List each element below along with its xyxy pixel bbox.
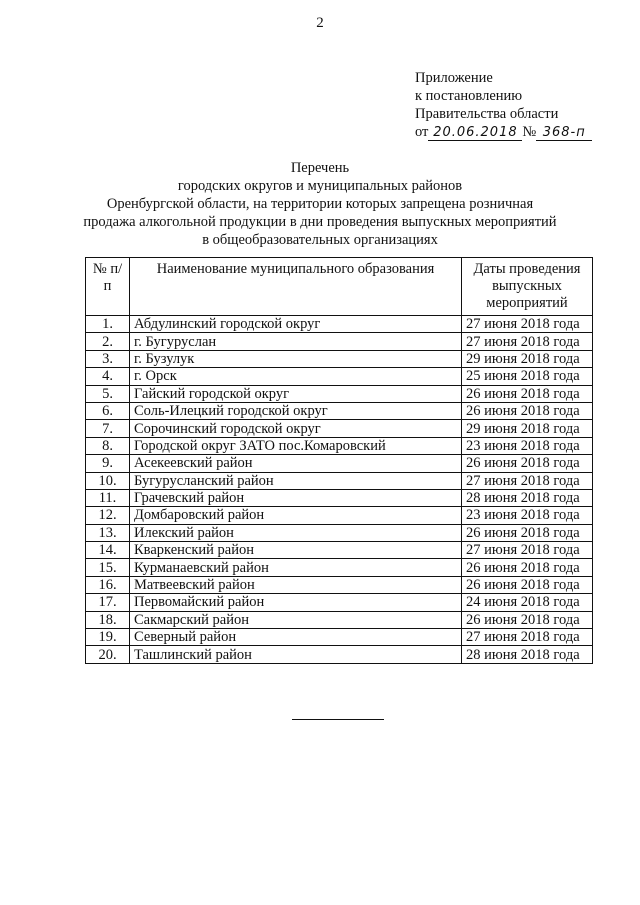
cell-num: 6.	[86, 402, 130, 419]
cell-date: 23 июня 2018 года	[462, 437, 593, 454]
title-line-2: городских округов и муниципальных районов	[177, 178, 463, 194]
cell-num: 10.	[86, 472, 130, 489]
cell-date: 27 июня 2018 года	[462, 333, 593, 350]
cell-date: 27 июня 2018 года	[462, 629, 593, 646]
cell-name: г. Бугуруслан	[130, 333, 462, 350]
cell-num: 13.	[86, 524, 130, 541]
title-line-3: Оренбургской области, на территории которых запрещена розничная	[106, 196, 534, 212]
table-row	[86, 455, 593, 472]
table-row	[86, 420, 593, 437]
table-row	[86, 507, 593, 524]
cell-num: 8.	[86, 437, 130, 454]
cell-num: 11.	[86, 489, 130, 506]
table-header-row	[86, 258, 593, 316]
cell-name: Городской округ ЗАТО пос.Комаровский	[130, 437, 462, 454]
appendix-line-4	[415, 123, 592, 141]
table-row	[86, 594, 593, 611]
cell-date: 26 июня 2018 года	[462, 559, 593, 576]
cell-name: Матвеевский район	[130, 576, 462, 593]
cell-date: 23 июня 2018 года	[462, 507, 593, 524]
cell-name: Сакмарский район	[130, 611, 462, 628]
document-title	[0, 159, 640, 249]
cell-num: 19.	[86, 629, 130, 646]
header-name: Наименование муниципального образования	[130, 258, 462, 316]
cell-name: Соль-Илецкий городской округ	[130, 402, 462, 419]
cell-date: 29 июня 2018 года	[462, 420, 593, 437]
cell-date: 25 июня 2018 года	[462, 368, 593, 385]
cell-name: Курманаевский район	[130, 559, 462, 576]
cell-name: Асекеевский район	[130, 455, 462, 472]
table-row	[86, 333, 593, 350]
table-row	[86, 368, 593, 385]
cell-date: 27 июня 2018 года	[462, 542, 593, 559]
title-line-4: продажа алкогольной продукции в дни проведения выпускных мероприятий	[83, 214, 557, 230]
title-line-5: в общеобразовательных организациях	[202, 232, 438, 248]
table-row	[86, 576, 593, 593]
cell-num: 1.	[86, 316, 130, 333]
cell-date: 26 июня 2018 года	[462, 524, 593, 541]
table-row	[86, 629, 593, 646]
cell-date: 26 июня 2018 года	[462, 611, 593, 628]
cell-date: 27 июня 2018 года	[462, 472, 593, 489]
table-row	[86, 542, 593, 559]
cell-name: Кваркенский район	[130, 542, 462, 559]
table-row	[86, 402, 593, 419]
number-sign: №	[522, 124, 537, 140]
cell-num: 4.	[86, 368, 130, 385]
end-divider	[292, 719, 384, 720]
cell-name: Илекский район	[130, 524, 462, 541]
cell-date: 27 июня 2018 года	[462, 316, 593, 333]
cell-name: Домбаровский район	[130, 507, 462, 524]
cell-date: 29 июня 2018 года	[462, 350, 593, 367]
cell-name: г. Орск	[130, 368, 462, 385]
cell-num: 5.	[86, 385, 130, 402]
cell-name: Северный район	[130, 629, 462, 646]
cell-num: 12.	[86, 507, 130, 524]
cell-num: 18.	[86, 611, 130, 628]
appendix-line-3: Правительства области	[415, 106, 559, 122]
table-body	[86, 316, 593, 664]
cell-num: 3.	[86, 350, 130, 367]
cell-date: 28 июня 2018 года	[462, 646, 593, 663]
appendix-from-label: от	[415, 124, 429, 140]
cell-name: Ташлинский район	[130, 646, 462, 663]
cell-date: 26 июня 2018 года	[462, 576, 593, 593]
cell-date: 24 июня 2018 года	[462, 594, 593, 611]
cell-num: 20.	[86, 646, 130, 663]
cell-name: Первомайский район	[130, 594, 462, 611]
header-num: № п/п	[86, 258, 130, 316]
table-row	[86, 646, 593, 663]
cell-num: 9.	[86, 455, 130, 472]
appendix-block	[415, 69, 592, 141]
cell-date: 26 июня 2018 года	[462, 385, 593, 402]
table-row	[86, 437, 593, 454]
table-row	[86, 611, 593, 628]
handwritten-number: 368-п	[536, 126, 592, 141]
table-row	[86, 385, 593, 402]
table-row	[86, 489, 593, 506]
municipality-table	[85, 257, 593, 664]
appendix-line-1: Приложение	[415, 70, 493, 86]
cell-num: 2.	[86, 333, 130, 350]
page-number: 2	[316, 15, 324, 31]
table-row	[86, 472, 593, 489]
cell-num: 7.	[86, 420, 130, 437]
cell-name: г. Бузулук	[130, 350, 462, 367]
cell-date: 26 июня 2018 года	[462, 455, 593, 472]
table-row	[86, 524, 593, 541]
cell-name: Сорочинский городской округ	[130, 420, 462, 437]
cell-num: 14.	[86, 542, 130, 559]
cell-date: 28 июня 2018 года	[462, 489, 593, 506]
header-date: Даты проведения выпускных мероприятий	[462, 258, 593, 316]
cell-num: 17.	[86, 594, 130, 611]
cell-name: Гайский городской округ	[130, 385, 462, 402]
handwritten-date: 20.06.2018	[428, 126, 522, 141]
table-row	[86, 559, 593, 576]
cell-name: Бугурусланский район	[130, 472, 462, 489]
table-row	[86, 350, 593, 367]
cell-date: 26 июня 2018 года	[462, 402, 593, 419]
cell-name: Грачевский район	[130, 489, 462, 506]
cell-num: 15.	[86, 559, 130, 576]
table-row	[86, 316, 593, 333]
cell-name: Абдулинский городской округ	[130, 316, 462, 333]
appendix-line-2: к постановлению	[415, 88, 523, 104]
title-line-1: Перечень	[290, 160, 350, 176]
cell-num: 16.	[86, 576, 130, 593]
